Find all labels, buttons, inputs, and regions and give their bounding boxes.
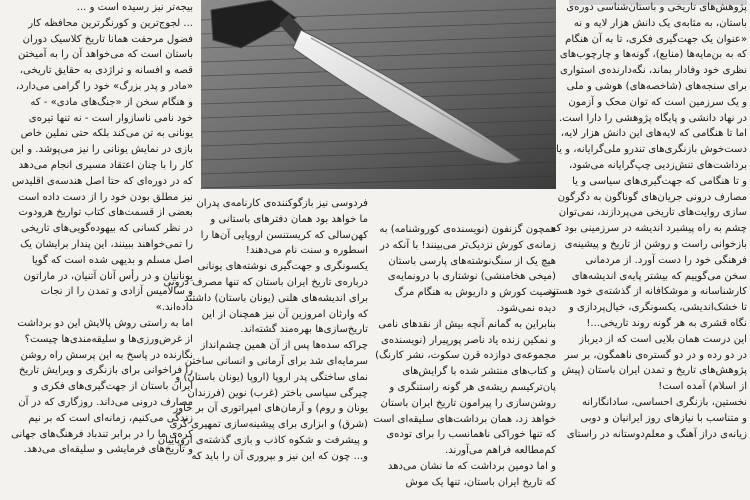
text-line: نگارنده در پاسخ به این پرسش راه روشن xyxy=(20,349,193,361)
text-line: کم‌مطالعه فراهم می‌آورند. xyxy=(445,445,556,457)
text-line: و تاریخ‌های فرمایشی و سلیقه‌ای می‌دهد. xyxy=(23,444,193,456)
text-line: پژوهش‌های تاریخی و باستان‌شناسی دوره‌ی xyxy=(566,2,747,13)
text-line: تاریخ‌سازی‌ها بهره‌مند گشته‌اند. xyxy=(240,324,368,336)
text-line: نمای ساختگی پدر اروپا (اروپا (یونان باستان) و xyxy=(175,371,368,383)
text-line: چشم به راه پیشبرد اندیشه در سرزمینی بود که xyxy=(551,223,747,235)
text-line: برای اندیشه‌های هلنی (یونان باستان) داشتند xyxy=(184,292,368,304)
text-line: و نمکین زنده یاد ناصر پورپیرار (نویسنده‌ی xyxy=(380,334,556,346)
text-line: در دو رده و در دو گستره‌ی ناهمگون، بر سر xyxy=(564,349,747,361)
text-line: خواهد زد، همان برداشت‌های سلیقه‌ای است xyxy=(373,413,556,425)
text-line: ایران باستان از جهت‌گیری‌های فکری و xyxy=(32,381,193,393)
text-line: و یک سرزمین است که توان محک و آزمون xyxy=(568,96,747,108)
text-line: سرمایه‌ای شد برای آرمانی و انسانی ساختن xyxy=(184,355,368,367)
text-line: زیانه‌ی دراز آهنگ و معلم‌دوستانه در راستای xyxy=(566,428,747,440)
text-line: در نظر کسانی که بیهوده‌گویی‌های تاریخی xyxy=(21,223,193,235)
text-line: داده‌اند.» xyxy=(155,302,193,314)
text-line: و سالامیس آزادی و تمدن را از نجات xyxy=(40,286,193,298)
column-left xyxy=(3,0,193,500)
column-right xyxy=(547,0,747,500)
text-line: یونان و روم) و آرمان‌های امپراتوری آن بر خاور xyxy=(173,403,368,415)
text-line: قصه و افسانه و تراژدی به حقایق تاریخی، xyxy=(19,65,193,77)
text-line: اما به راستی روش پالایش این دو برداشت xyxy=(17,317,193,329)
text-line: فضول مرحفت همانا تاریخ کلاسیک دوران xyxy=(22,33,193,45)
text-line: را تمی‌خواهند ببینند، این پندار برایشان یک xyxy=(20,238,193,250)
text-line: مصارف درونی جریان‌های گوناگون به دگرگون xyxy=(557,191,747,203)
text-line: سازی روایت‌های تاریخی می‌پردازند، نمی‌توان xyxy=(558,207,747,219)
text-line: از غرض‌ورزی‌ها و سلیقه‌مندی‌ها چیست؟ xyxy=(24,333,193,345)
text-line: پان‌ترکیسم ریشه‌ی هر گونه راستنگری و xyxy=(389,381,556,393)
text-line: فردوسی نیز بازگوکننده‌ی کارنامه‌ی پدران xyxy=(196,198,368,209)
text-line: بازخوانی راست و روشن از تاریخ و پیشینه‌ی xyxy=(564,238,747,250)
column-middle-right xyxy=(375,222,556,500)
text-line: نیز مطلق بودن خود را از دست داده است xyxy=(18,191,193,203)
text-line: که وارثان امروزین آن نیز همچنان از این xyxy=(201,308,368,320)
text-line: مصارف درونی می‌داند. روزگاری که در آن xyxy=(18,396,193,408)
text-line: که تاریخ ایران باستان، تنها یک موش xyxy=(405,476,556,488)
text-line: «مادر و پدر بزرگ» خود را گرامی می‌دارد، xyxy=(15,80,193,92)
text-line: کره‌ی ما را در برابر تندباد فرهنگ‌های جهانی xyxy=(11,428,193,440)
text-line: که به بن‌مایه‌ها (منابع)، گونه‌ها و چارچوب‌های xyxy=(559,49,747,61)
text-line: باستان، به مثابه‌ی یک دانش هزار لایه و نه xyxy=(573,17,747,29)
text-line: همچون گزنفون (نویسنده‌ی کوروشنامه) به xyxy=(379,224,556,235)
text-line: درباره‌ی تاریخ ایران باستان که تنها مصرف درونی xyxy=(163,276,368,288)
text-line: سخن می‌گوییم که بیشتر پایه‌ی اندیشه‌های xyxy=(571,270,747,282)
text-line: این درست همان بلایی است که از دیرباز xyxy=(579,333,747,345)
text-line: زمانه‌ی کورش نزدیک‌تر می‌بینند! با آنکه در xyxy=(379,239,556,251)
text-line: و متناسب با نیازهای روز ایرانیان و دوبی‌ xyxy=(580,412,747,424)
text-line: بیجه‌تر نیز رسیده است و ... xyxy=(76,2,193,13)
text-line: ... لجوج‌ترین و کورنگرترین محافظه کار xyxy=(28,17,193,29)
text-line: دیده نمی‌شود. xyxy=(496,302,556,314)
text-line: اسطوره و سنت نام می‌دهند! xyxy=(245,245,368,257)
text-line: اما تا هنگامی که لایه‌های این دانش هزار لایه، xyxy=(560,128,747,140)
text-line: نظری خود وفادار بماند، نگه‌دارنده‌ی استواری xyxy=(560,65,747,77)
text-line: دست‌خوش بازنگری‌های تندرو ملی‌گرایانه، و یا xyxy=(556,144,747,156)
text-line: در نهاد دانشی و پایگاه پژوهشی را دارا است. xyxy=(558,112,747,124)
text-line: که در دوره‌ای که حتا اصل هندسه‌ی اقلیدس xyxy=(12,175,193,187)
text-line: یونانیان و در رأس آنان آتنیان، در ماراتون xyxy=(23,270,193,282)
text-line: کارشناسانه و موشکافانه از گذشته‌ی خود هستند xyxy=(547,286,747,298)
text-line: نگاه قشری به هر گونه روند تاریخی...! xyxy=(586,317,747,329)
text-line: پژوهش‌های تاریخ و تمدن ایران باستان (پیش xyxy=(561,365,747,377)
text-line: و... چون که این نیز و بپروری آن را باید که xyxy=(191,450,368,462)
text-line: بازی در نمایش یونانی را نیز می‌پوشد. و این xyxy=(10,144,193,156)
text-line: (میخی هخامنشی) نوشتاری با درونمایه‌ی xyxy=(387,271,556,283)
text-line: و پیشرفت و شکوه کاذب و بازی گذشته‌ی اروپاییان xyxy=(157,434,368,446)
text-line: از اسلام) آمده است! xyxy=(658,381,747,393)
text-line: زندگی می‌کنیم، زمانه‌ای است که بر نیم xyxy=(28,412,193,424)
text-line: خود نامی ناساز‌وار است - نه تنها تیره‌ی xyxy=(28,112,193,124)
paragraph-right xyxy=(547,0,747,442)
text-line: فرهنگی خود را دست آورد. از مردمانی xyxy=(585,254,747,266)
text-line: و کتاب‌های منتشر شده با گرایش‌های xyxy=(402,366,556,378)
text-line: یونانی به تن می‌کند بلکه حتی نملین خاص xyxy=(20,128,193,140)
text-line: ما خواهد بود همان دفترهای باستانی و xyxy=(210,213,368,225)
text-line: بعضی از قسمت‌های کتاب تواریخ هرودوت xyxy=(18,207,193,219)
text-line: کار را با چنان اعتقاد مسیری انجام می‌دهد xyxy=(18,159,193,171)
knife-manuscript-image xyxy=(201,0,556,189)
paragraph-middle-right xyxy=(375,222,556,491)
text-line: یکسونگری و جهت‌گیری نوشته‌های یونانی xyxy=(197,261,368,273)
text-line: که تنها خوراکی ناهمانسب را برای توده‌ی xyxy=(386,429,556,441)
text-line: و تا هنگامی که جهت‌گیری‌های سیاسی و یا xyxy=(572,175,747,187)
text-line: برداشت‌های تنش‌زدیی چپ‌گرایانه می‌شود، xyxy=(569,159,747,171)
text-line: و هنگام سخن از «جنگ‌های مادی» - که xyxy=(30,96,193,108)
text-line: «عنوان یک جهت‌گیری فکری، تا به آن هنگام xyxy=(565,33,747,45)
text-line: چراکه سده‌ها پس از آن همین چشم‌انداز xyxy=(200,340,368,352)
paragraph-left xyxy=(3,0,193,458)
text-line: (شرق) و ابزاری برای پیشینه‌سازی تمهیری گری xyxy=(169,419,368,431)
text-line: چیرگی سیاسی باختر (غرب) نوین (فرزندان xyxy=(187,387,368,399)
text-line: کهن‌سالی که کریستنسن اروپایی آن‌ها را xyxy=(200,229,368,241)
article-photo xyxy=(201,0,556,189)
text-line: اصل مسلم و بدیهی شده است که گویا xyxy=(31,254,193,266)
text-line: هیچ یک از سنگ‌نوشته‌های پارسی باستان xyxy=(388,255,556,267)
text-line: نخستین، بازنگری احساسی، سادانگارانه xyxy=(581,396,747,408)
text-line: وصیت کورش و داریوش به هنگام مرگ xyxy=(394,287,556,299)
text-line: برای سنجه‌های (شاخصه‌های) هوشی و ملی xyxy=(566,80,747,92)
text-line: بنابراین به گمانم آنچه بیش از نقدهای نامی xyxy=(378,318,556,330)
text-line: را فراخوانی برای بازنگری و ویرایش تاریخ xyxy=(19,365,193,377)
text-line: تا خشک‌اندیشی، یکسونگری، خیال‌پردازی و xyxy=(568,302,747,314)
text-line: باستان است که می‌خواهد آن را به آمیختن xyxy=(17,49,193,61)
text-line: مجموعه‌ی دوازده قرن سکوت، نشر کارنگ) xyxy=(375,350,556,362)
text-line: و اما دومین برداشت که ما نشان می‌دهد xyxy=(387,460,556,472)
text-line: روشن‌سازی را پیرامون تاریخ ایران باستان xyxy=(380,397,556,409)
